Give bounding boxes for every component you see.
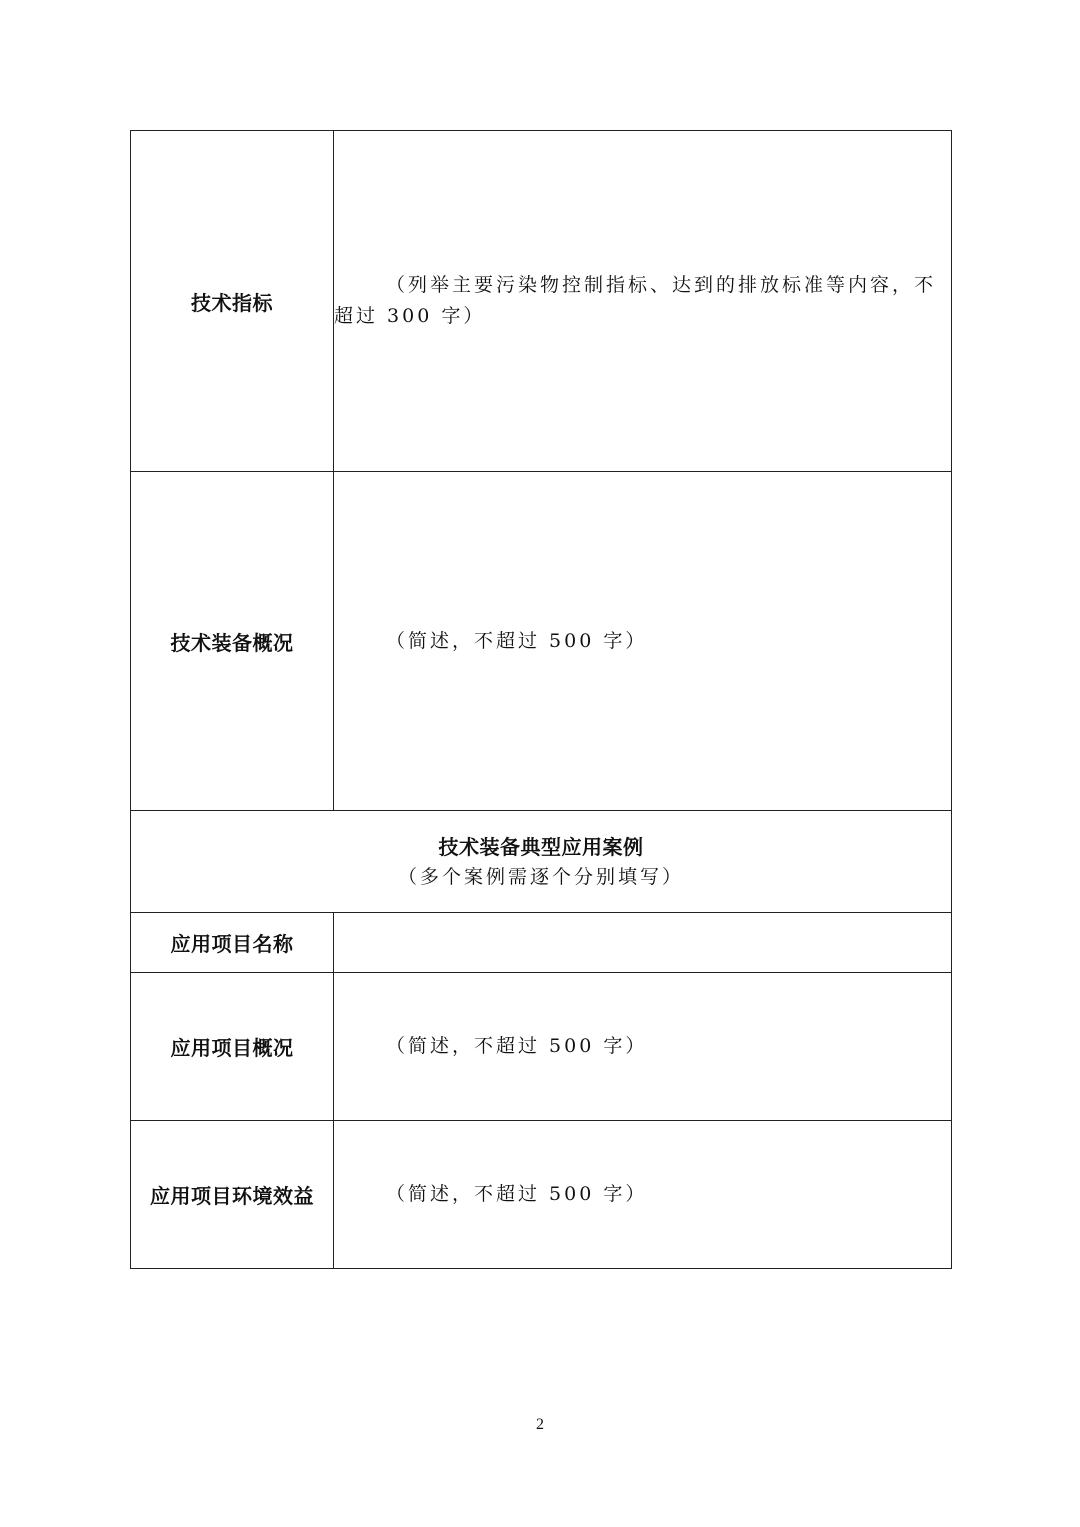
project-name-row (131, 913, 952, 973)
application-form-table (130, 130, 952, 1269)
project-overview-label: 应用项目概况 (131, 973, 334, 1121)
tech-indicators-row (131, 131, 952, 472)
environmental-benefit-field[interactable]: （简述，不超过 500 字） (334, 1121, 952, 1269)
page-number: 2 (536, 1416, 544, 1433)
project-name-field[interactable] (334, 913, 952, 973)
case-section-note: （多个案例需逐个分别填写） (397, 865, 684, 888)
project-overview-row (131, 973, 952, 1121)
equipment-overview-row (131, 472, 952, 811)
tech-indicators-field[interactable]: （列举主要污染物控制指标、达到的排放标准等内容，不超过 300 字） (334, 131, 952, 472)
case-section-heading (131, 811, 952, 913)
tech-indicators-label: 技术指标 (131, 131, 334, 472)
case-section-row (131, 811, 952, 913)
equipment-overview-label: 技术装备概况 (131, 472, 334, 811)
project-name-label: 应用项目名称 (131, 913, 334, 973)
environmental-benefit-row (131, 1121, 952, 1269)
equipment-overview-field[interactable]: （简述，不超过 500 字） (334, 472, 952, 811)
environmental-benefit-label: 应用项目环境效益 (131, 1121, 334, 1269)
project-overview-field[interactable]: （简述，不超过 500 字） (334, 973, 952, 1121)
case-section-title: 技术装备典型应用案例 (438, 834, 644, 859)
